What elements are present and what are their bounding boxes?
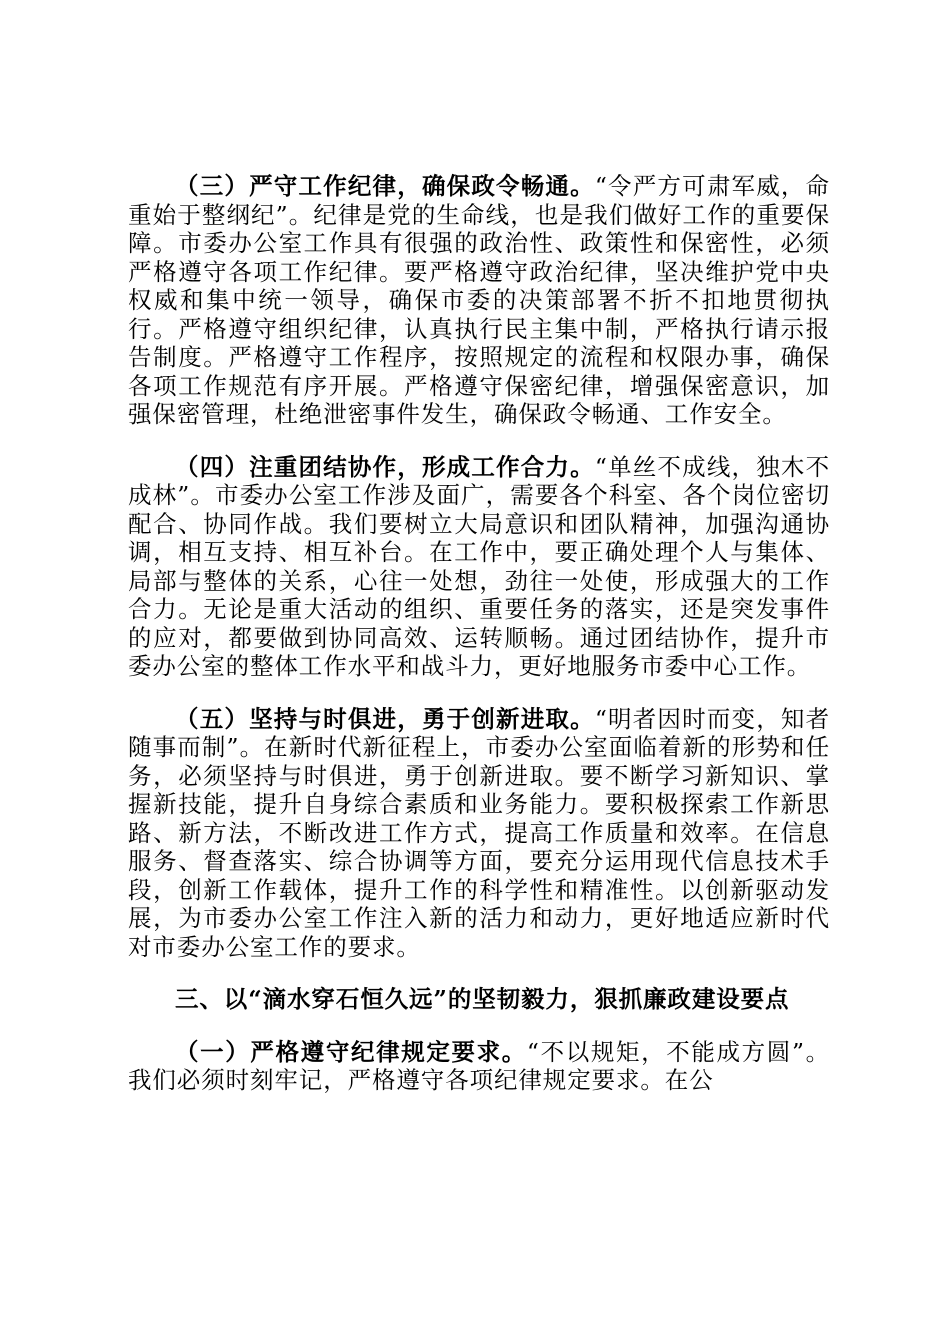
paragraph-body: “明者因时而变，知者随事而制”。在新时代新征程上，市委办公室面临着新的形势和任务，必须坚持与时俱进，勇于创新进取。要不断学习新知识、掌握新技能，提升自身综合素质和业务能力。要积极探索工作新思路、新方法，不断改进工作方式，提高工作质量和效率。在信息服务、督查落实、综合协调等方面，要充分运用现代信息技术手段，创新工作载体，提升工作的科学性和精准性。以创新驱动发展，为市委办公室工作注入新的活力和动力，更好地适应新时代对市委办公室工作的要求。	[128, 704, 830, 961]
paragraph-rules	[128, 1038, 830, 1095]
paragraph-body: “单丝不成线，独木不成林”。市委办公室工作涉及面广，需要各个科室、各个岗位密切配合、协同作战。我们要树立大局意识和团队精神，加强沟通协调，相互支持、相互补台。在工作中，要正确处理个人与集体、局部与整体的关系，心往一处想，劲往一处使，形成强大的工作合力。无论是重大活动的组织、重要任务的落实，还是突发事件的应对，都要做到协同高效、运转顺畅。通过团结协作，提升市委办公室的整体工作水平和战斗力，更好地服务市委中心工作。	[128, 452, 830, 680]
paragraph-lead: （五）坚持与时俱进，勇于创新进取。	[175, 704, 595, 733]
paragraph-lead: （三）严守工作纪律，确保政令畅通。	[175, 172, 595, 200]
document-page	[128, 172, 830, 1095]
paragraph-body: “不以规矩，不能成方圆”。我们必须时刻牢记，严格遵守各项纪律规定要求。在公	[128, 1037, 830, 1094]
paragraph-lead: （一）严格遵守纪律规定要求。	[175, 1037, 527, 1066]
paragraph-discipline	[128, 172, 830, 429]
paragraph-teamwork	[128, 453, 830, 681]
paragraph-lead: （四）注重团结协作，形成工作合力。	[175, 452, 595, 481]
paragraph-body: “令严方可肃军威，命重始于整纲纪”。纪律是党的生命线，也是我们做好工作的重要保障。市委办公室工作具有很强的政治性、政策性和保密性，必须严格遵守各项工作纪律。要严格遵守政治纪律，坚决维护党中央权威和集中统一领导，确保市委的决策部署不折不扣地贯彻执行。严格遵守组织纪律，认真执行民主集中制，严格执行请示报告制度。严格遵守工作程序，按照规定的流程和权限办事，确保各项工作规范有序开展。严格遵守保密纪律，增强保密意识，加强保密管理，杜绝泄密事件发生，确保政令畅通、工作安全。	[128, 172, 830, 428]
section-heading: 三、以“滴水穿石恒久远”的坚韧毅力，狠抓廉政建设要点	[175, 985, 790, 1013]
paragraph-innovation	[128, 705, 830, 962]
